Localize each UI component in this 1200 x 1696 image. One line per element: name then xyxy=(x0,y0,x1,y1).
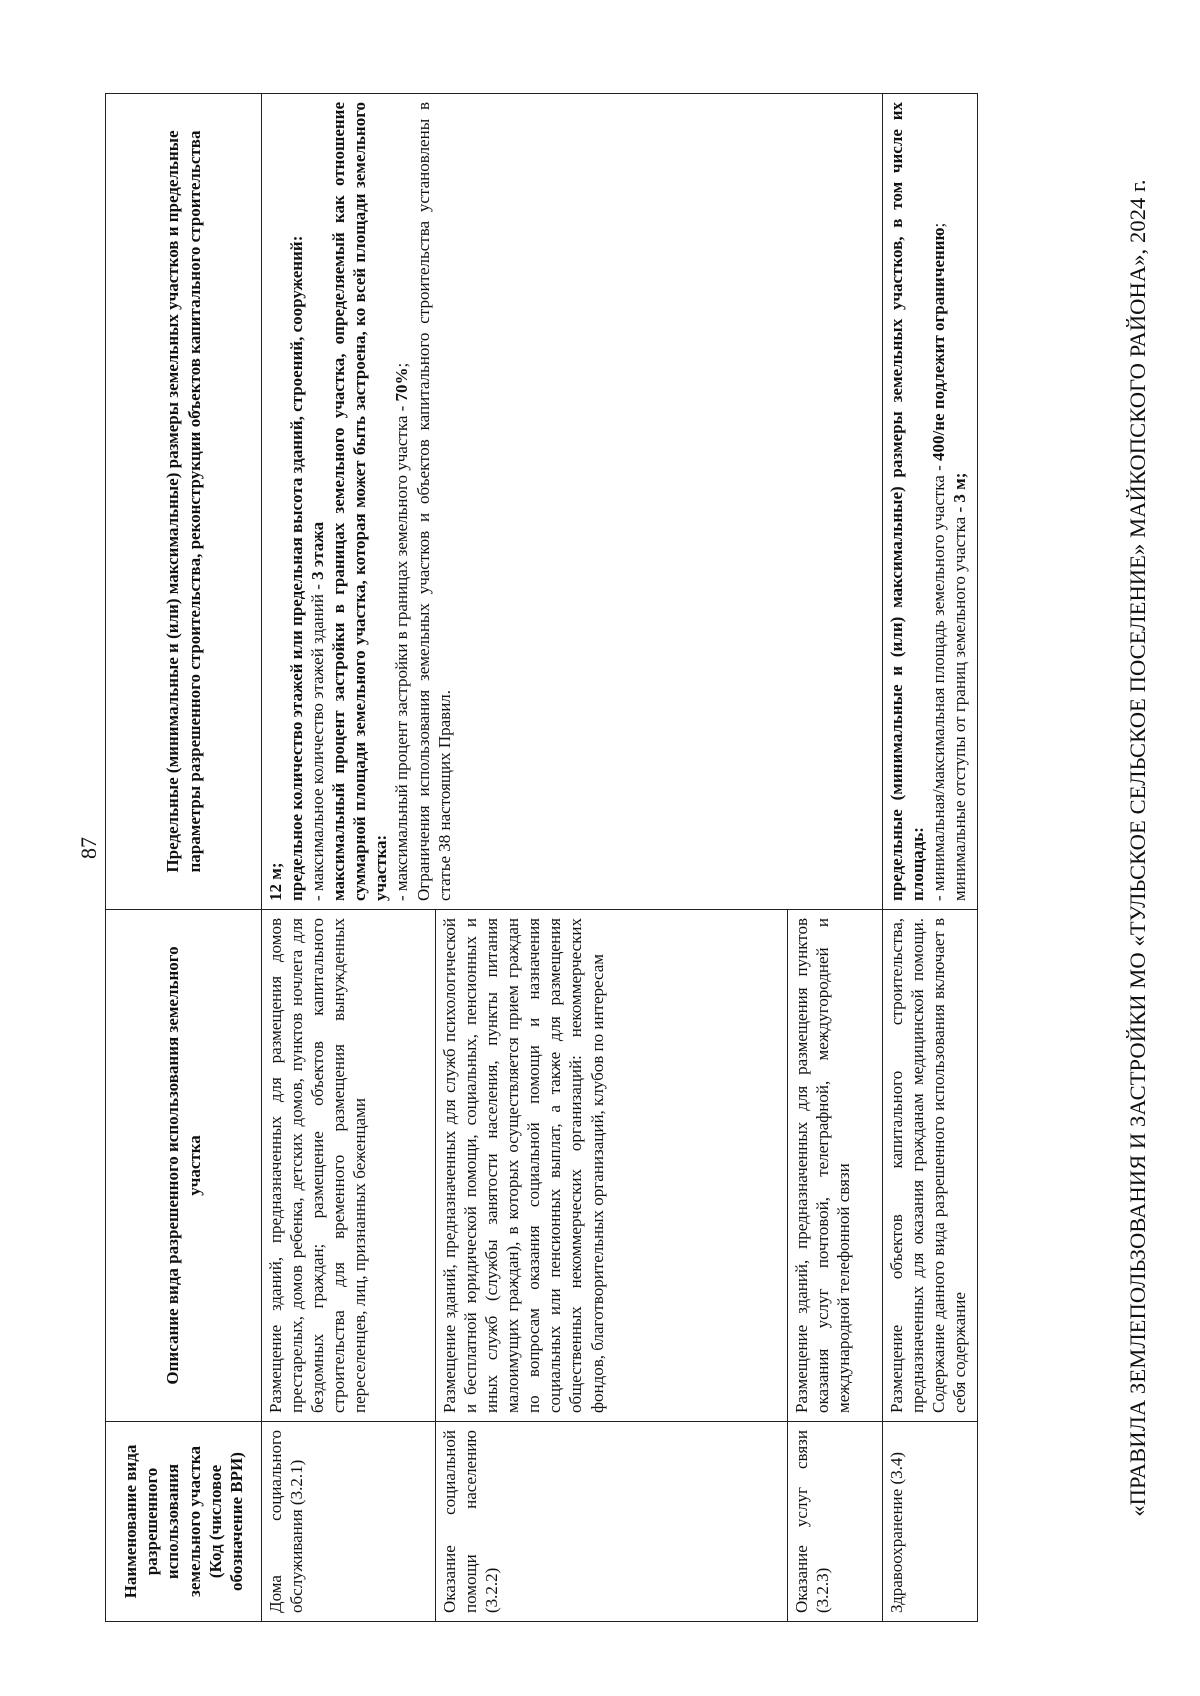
row-name: Оказание услуг связи (3.2.3) xyxy=(788,1422,883,1622)
row-description: Размещение зданий, предназначенных для размещения пунктов оказания услуг почтовой, телеграфной, междугородней и международной телефонной связи xyxy=(788,910,883,1422)
table-row xyxy=(262,94,436,1622)
row-description: Размещение зданий, предназначенных для служб психологической и бесплатной юридической помощи, социальных, пенсионных и иных служб (службы занятости населения, пункты питания малоимущих граждан), в которых осуществляется прием граждан по вопросам оказания социальной помощи и назначения социальных или пенсионных выплат, а также для размещения общественных некоммерческих организаций: некоммерческих фондов, благотворительных организаций, клубов по интересам xyxy=(436,910,788,1422)
area-text: - минимальная/максимальная площадь земельного участка - xyxy=(929,460,949,901)
restrictions-text: Ограничения использования земельных участков и объектов капитального строительства установлены в статье 38 настоящих Правил. xyxy=(413,102,454,901)
coverage-value: 70% xyxy=(392,367,412,402)
height-value: 12 м; xyxy=(266,862,285,901)
setback-text: минимальные отступы от границ земельного участка xyxy=(950,512,970,901)
header-description: Описание вида разрешенного использования земельного участка xyxy=(106,910,262,1422)
area-value: 400/не подлежит ограничению xyxy=(929,227,949,461)
table-header-row xyxy=(106,94,262,1622)
row-description: Размещение объектов капитального строительства, предназначенных для оказания гражданам медицинской помощи. Содержание данного вида разрешенного использования включает в себя содержание xyxy=(883,910,978,1422)
setback-value: - 3 м; xyxy=(950,472,970,513)
coverage-text: - максимальный процент застройки в границах земельного участка - xyxy=(392,401,412,901)
land-use-table xyxy=(105,93,978,1622)
header-params: Предельные (минимальные и (или) максимальные) размеры земельных участков и предельные параметры разрешенного строительства, реконструкции объектов капитального строительства xyxy=(106,94,262,910)
params-cell-1 xyxy=(262,94,883,910)
coverage-heading: максимальный процент застройки в границах земельного участка, определяемый как отношение суммарной площади земельного участка, которая может быть застроена, ко всей площади земельного участка: xyxy=(329,102,391,901)
document-footer: «ПРАВИЛА ЗЕМЛЕПОЛЬЗОВАНИЯ И ЗАСТРОЙКИ МО «ТУЛЬСКОЕ СЕЛЬСКОЕ ПОСЕЛЕНИЕ» МАЙКОПСКОГО РАЙОНА», 2024 г. xyxy=(1125,179,1150,1517)
floors-heading: предельное количество этажей или предельная высота зданий, строений, сооружений: xyxy=(287,235,307,901)
row-name: Здравоохранение (3.4) xyxy=(883,1422,978,1622)
params-cell-2 xyxy=(883,94,978,910)
header-name: Наименование вида разрешенного использования земельного участка (Код (числовое обозначение ВРИ) xyxy=(106,1422,262,1622)
row-name: Оказание социальной помощи населению (3.2.2) xyxy=(436,1422,788,1622)
coverage-tail: ; xyxy=(392,362,412,368)
area-tail: ; xyxy=(929,222,949,228)
row-description: Размещение зданий, предназначенных для размещения домов престарелых, домов ребенка, детских домов, пунктов ночлега для бездомных граждан; размещение объектов капитального строительства для временного размещения вынужденных переселенцев, лиц, признанных беженцами xyxy=(262,910,436,1422)
size-heading: предельные (минимальные и (или) максимальные) размеры земельных участков, в том числе их площадь: xyxy=(887,102,928,901)
page-number: 87 xyxy=(76,837,101,859)
table-row xyxy=(883,94,978,1622)
max-floors-text: - максимальное количество этажей зданий - xyxy=(308,579,328,901)
max-floors-value: 3 этажа xyxy=(308,521,328,580)
row-name: Дома социального обслуживания (3.2.1) xyxy=(262,1422,436,1622)
